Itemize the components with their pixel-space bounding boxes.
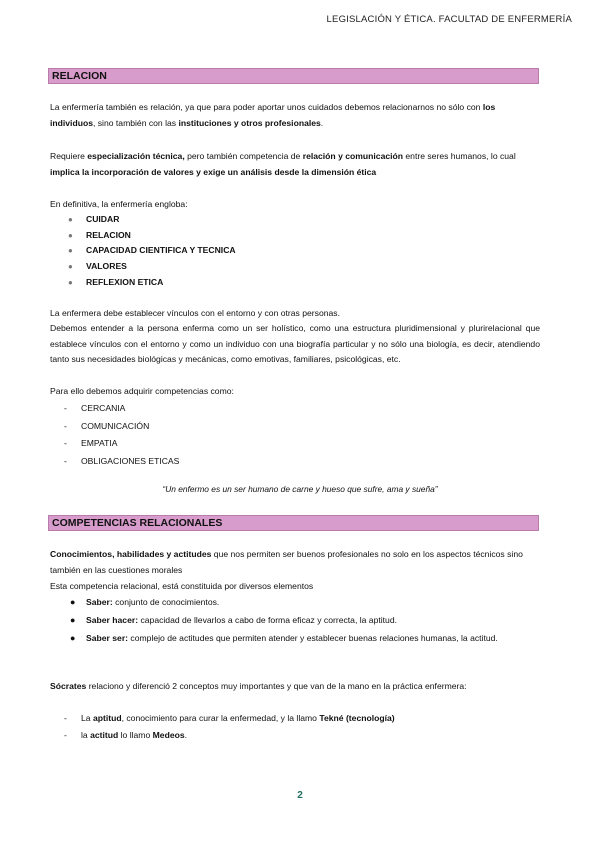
list-item: ● RELACION xyxy=(68,228,236,244)
list-item: - EMPATIA xyxy=(64,438,118,448)
list-item: ● REFLEXION ETICA xyxy=(68,275,236,291)
page-header: LEGISLACIÓN Y ÉTICA. FACULTAD DE ENFERMERÍA xyxy=(326,14,572,25)
paragraph-socrates: Sócrates relaciono y diferenció 2 conceptos muy importantes y que van de la mano en la práctica enfermera: xyxy=(50,681,467,691)
bullet-icon: ● xyxy=(68,262,73,272)
paragraph-elementos: Esta competencia relacional, está constituida por diversos elementos xyxy=(50,581,314,591)
paragraph-engloba: En definitiva, la enfermería engloba: xyxy=(50,199,188,209)
list-item: - OBLIGACIONES ETICAS xyxy=(64,455,180,466)
paragraph-especializacion: Requiere especialización técnica, pero también competencia de relación y comunicación entre seres humanos, lo cual implica la incorporación de valores y exige un análisis desde la dimensión ética xyxy=(50,151,516,177)
section-title-competencias: COMPETENCIAS RELACIONALES xyxy=(48,515,539,531)
paragraph-conocimientos: Conocimientos, habilidades y actitudes que nos permiten ser buenos profesionales no solo en los aspectos técnicos sino también en las cuestiones morales xyxy=(50,549,523,575)
list-item: ● Saber hacer: capacidad de llevarlos a cabo de forma eficaz y correcta, la aptitud. xyxy=(70,612,530,628)
bullet-icon: ● xyxy=(70,615,76,625)
list-item: - CERCANIA xyxy=(64,403,126,413)
list-item: ● Saber: conjunto de conocimientos. xyxy=(70,594,530,610)
bullet-icon: ● xyxy=(70,597,76,607)
paragraph-competencias-intro: Para ello debemos adquirir competencias como: xyxy=(50,386,234,396)
competencias-list xyxy=(64,400,179,470)
enfermeria-list xyxy=(68,212,236,290)
section-title-relacion: RELACION xyxy=(48,68,539,84)
bullet-icon: ● xyxy=(70,633,76,643)
socrates-list xyxy=(64,710,395,744)
bullet-icon: ● xyxy=(68,277,73,287)
list-item: ● Saber ser: complejo de actitudes que permiten atender y establecer buenas relaciones humanas, la actitud. xyxy=(70,630,530,646)
page-number: 2 xyxy=(297,790,303,801)
list-item: ● VALORES xyxy=(68,259,236,275)
list-item: - la actitud lo llamo Medeos. xyxy=(64,730,188,740)
bullet-icon: ● xyxy=(68,230,73,240)
bullet-icon: ● xyxy=(68,246,73,256)
paragraph-relacion-intro: La enfermería también es relación, ya que para poder aportar unos cuidados debemos relacionarnos no sólo con los individuos, sino también con las instituciones y otros profesionales. xyxy=(50,102,496,128)
list-item: ● CUIDAR xyxy=(68,212,236,228)
quote: “Un enfermo es un ser humano de carne y hueso que sufre, ama y sueña” xyxy=(162,484,438,494)
bullet-icon: ● xyxy=(68,215,73,224)
paragraph-holistico: Debemos entender a la persona enferma como un ser holístico, como una estructura pluridimensional y plurirelacional que establece vínculos con el entorno y como un individuo con una biografía particular y no sólo una biología, es decir, atendiendo tanto sus necesidades biológicas y mecánicas, como emotivas, familiares, psicológicas, etc. xyxy=(50,323,540,364)
saber-list xyxy=(70,594,530,648)
list-item: - COMUNICACIÓN xyxy=(64,420,150,431)
list-item: - La aptitud, conocimiento para curar la enfermedad, y la llamo Tekné (tecnología) xyxy=(64,713,395,723)
list-item: ● CAPACIDAD CIENTIFICA Y TECNICA xyxy=(68,243,236,259)
paragraph-vinculos: La enfermera debe establecer vínculos con el entorno y con otras personas. xyxy=(50,308,340,318)
